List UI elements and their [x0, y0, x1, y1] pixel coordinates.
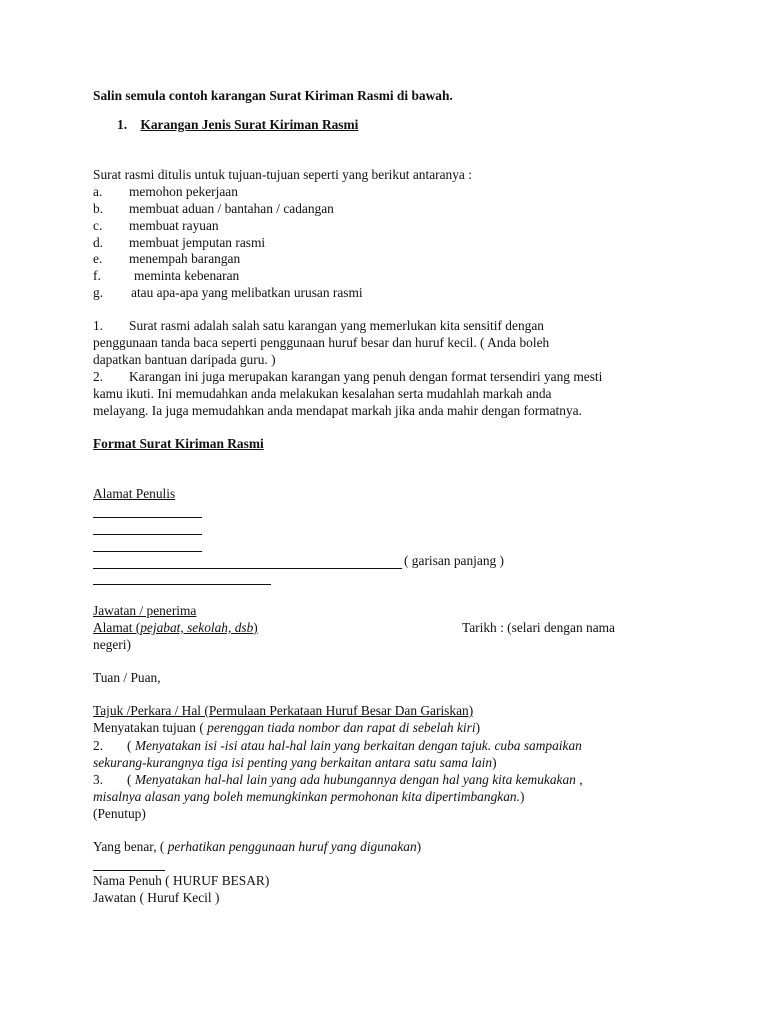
paragraph-3-line-2: misalnya alasan yang boleh memungkinkan permohonan kita dipertimbangkan.): [93, 789, 525, 804]
recipient-position: Jawatan / penerima: [93, 603, 197, 618]
address-line: [93, 551, 202, 552]
signature-line: [93, 870, 165, 871]
long-separator-line: [93, 568, 402, 569]
note-1-line-2: penggunaan tanda baca seperti penggunaan huruf besar dan huruf kecil. ( Anda boleh: [93, 335, 550, 350]
list-item: g. atau apa-apa yang melibatkan urusan rasmi: [93, 285, 363, 300]
long-line-note: ( garisan panjang ): [404, 553, 505, 568]
section-1-number: 1.: [117, 117, 128, 132]
sender-address-label: Alamat Penulis: [93, 486, 176, 501]
address-line: [93, 584, 271, 585]
intro-text: Surat rasmi ditulis untuk tujuan-tujuan seperti yang berikut antaranya :: [93, 167, 472, 182]
position-label: Jawatan ( Huruf Kecil ): [93, 890, 220, 905]
format-heading: Format Surat Kiriman Rasmi: [93, 436, 264, 451]
date-label: Tarikh : (selari dengan nama: [462, 620, 615, 635]
note-1-line-1: 1. Surat rasmi adalah salah satu karangan yang memerlukan kita sensitif dengan: [93, 318, 544, 333]
salutation: Tuan / Puan,: [93, 670, 161, 685]
note-2-line-2: kamu ikuti. Ini memudahkan anda melakukan kesalahan serta mudahlah markah anda: [93, 386, 552, 401]
section-1-title: Karangan Jenis Surat Kiriman Rasmi: [140, 117, 359, 132]
list-item: a. memohon pekerjaan: [93, 184, 238, 199]
note-2-line-1: 2. Karangan ini juga merupakan karangan yang penuh dengan format tersendiri yang mesti: [93, 369, 603, 384]
address-line: [93, 534, 202, 535]
date-label-cont: negeri): [93, 637, 131, 652]
list-item: f. meminta kebenaran: [93, 268, 240, 283]
list-item: d. membuat jemputan rasmi: [93, 235, 266, 250]
list-item: b. membuat aduan / bantahan / cadangan: [93, 201, 334, 216]
address-line: [93, 517, 202, 518]
paragraph-2-line-1: 2. ( Menyatakan isi -isi atau hal-hal lain yang berkaitan dengan tajuk. cuba sampaikan: [93, 738, 582, 753]
recipient-address: Alamat (pejabat, sekolah, dsb): [93, 620, 258, 635]
full-name-label: Nama Penuh ( HURUF BESAR): [93, 873, 270, 888]
list-item: c. membuat rayuan: [93, 218, 219, 233]
section-1-heading: [117, 117, 358, 133]
subject-line: Tajuk /Perkara / Hal (Permulaan Perkataan Huruf Besar Dan Gariskan): [93, 703, 474, 718]
paragraph-3-line-1: 3. ( Menyatakan hal-hal lain yang ada hubungannya dengan hal yang kita kemukakan ,: [93, 772, 583, 787]
note-2-line-3: melayang. Ia juga memudahkan anda mendapat markah jika anda mahir dengan formatnya.: [93, 403, 582, 418]
signoff-line: Yang benar, ( perhatikan penggunaan huruf yang digunakan): [93, 839, 422, 854]
purpose-line: Menyatakan tujuan ( perenggan tiada nombor dan rapat di sebelah kiri): [93, 720, 481, 735]
list-item: e. menempah barangan: [93, 251, 241, 266]
closing-note: (Penutup): [93, 806, 146, 821]
instruction-heading: Salin semula contoh karangan Surat Kiriman Rasmi di bawah.: [93, 88, 453, 103]
note-1-line-3: dapatkan bantuan daripada guru. ): [93, 352, 276, 367]
paragraph-2-line-2: sekurang-kurangnya tiga isi penting yang berkaitan antara satu sama lain): [93, 755, 497, 770]
